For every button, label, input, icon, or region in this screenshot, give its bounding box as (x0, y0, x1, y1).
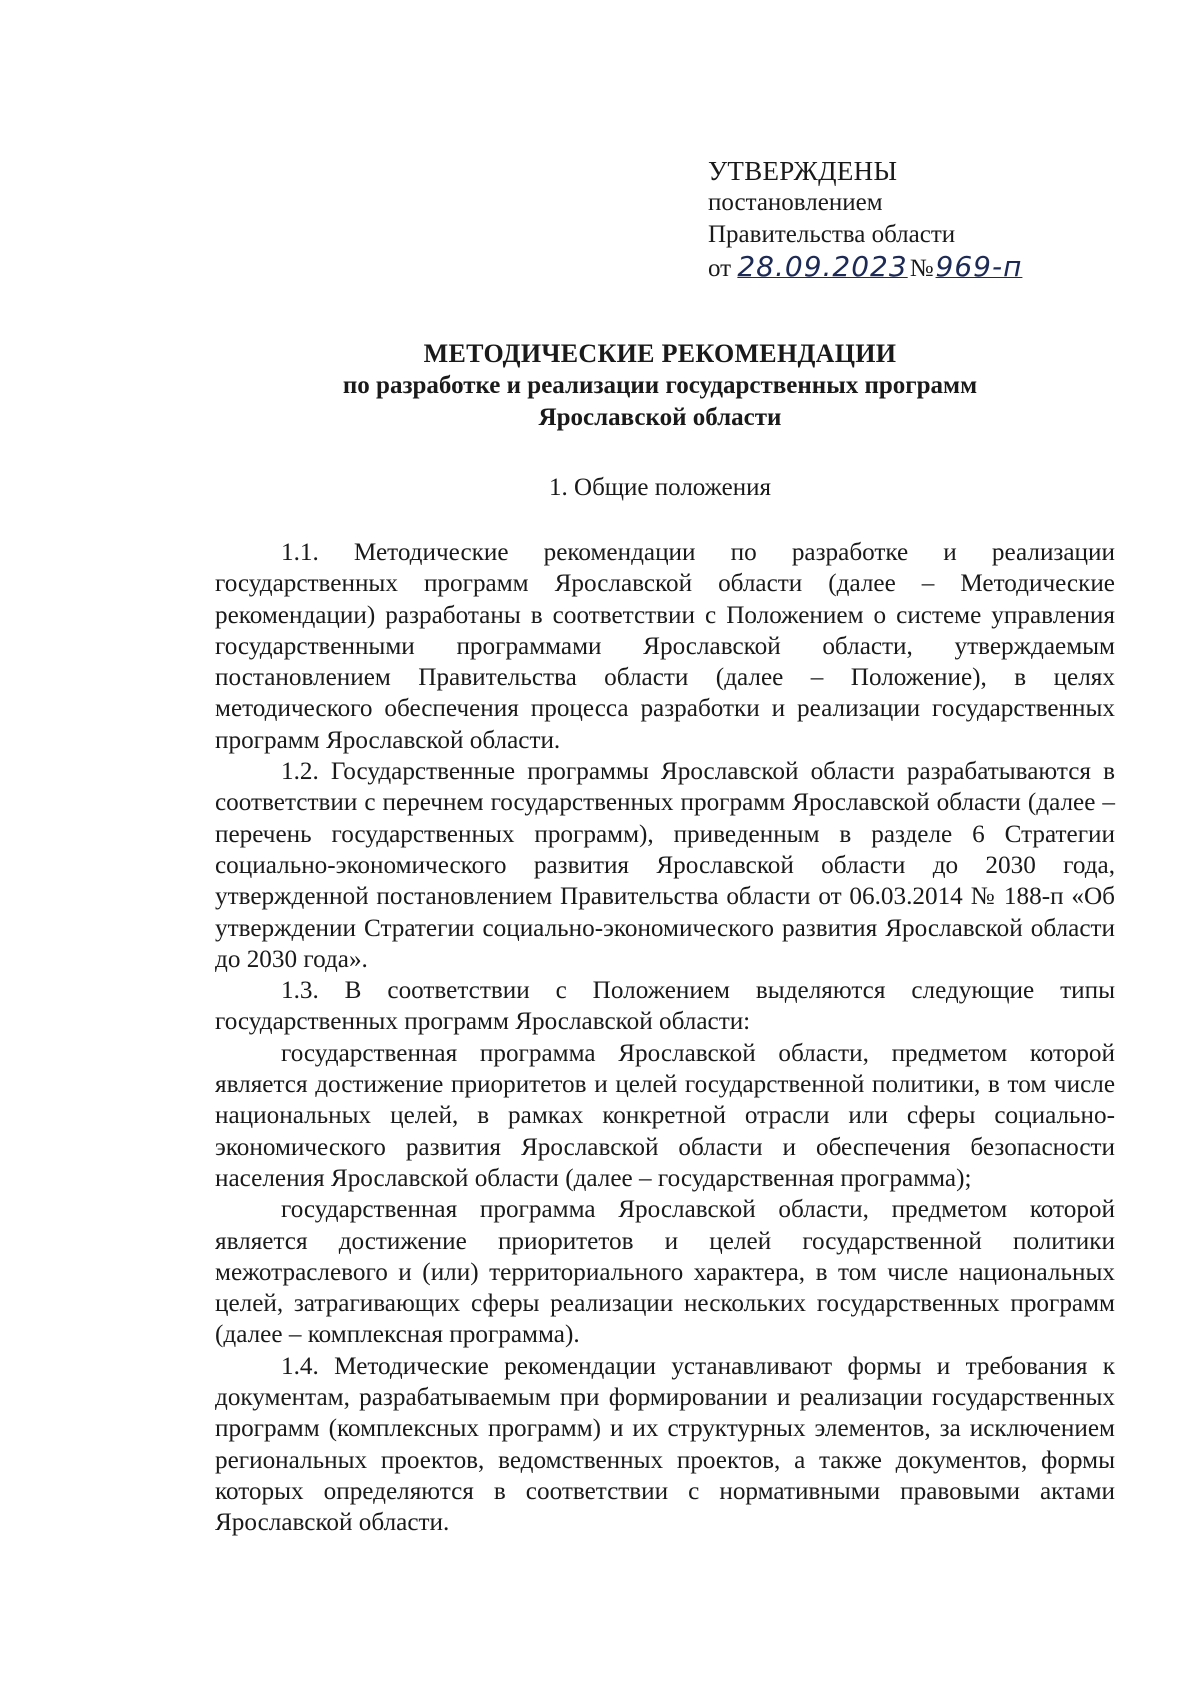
paragraph-1-3: 1.3. В соответствии с Положением выделяются следующие типы государственных программ Ярославской области: (215, 977, 1115, 1036)
paragraph-1-1: 1.1. Методические рекомендации по разработке и реализации государственных программ Ярославской области (далее – Методические рекомендации) разработаны в соответствии с Положением о системе управления государственными программами Ярославской области, утверждаемым постановлением Правительства области (далее – Положение), в целях методического обеспечения процесса разработки и реализации государственных программ Ярославской области. (215, 539, 1115, 754)
approval-date-handwritten: 28.09.2023 (737, 250, 908, 283)
document-title-line-3: Ярославской области (538, 404, 782, 431)
document-title-line-1: МЕТОДИЧЕСКИЕ РЕКОМЕНДАЦИИ (423, 339, 897, 368)
approval-date-line (708, 251, 1022, 285)
approval-number-sign: № (909, 255, 934, 282)
approval-line-2: Правительства области (708, 221, 956, 248)
paragraph-1-2: 1.2. Государственные программы Ярославской области разрабатываются в соответствии с перечнем государственных программ Ярославской области (далее – перечень государственных программ), приведенным в разделе 6 Стратегии социально-экономического развития Ярославской области до 2030 года, утвержденной постановлением Правительства области от 06.03.2014 № 188-п «Об утверждении Стратегии социально-экономического развития Ярославской области до 2030 года». (215, 758, 1115, 973)
approval-title: УТВЕРЖДЕНЫ (708, 156, 898, 186)
document-title-line-2: по разработке и реализации государственных программ (342, 372, 978, 399)
approval-number-handwritten: 969-п (935, 250, 1023, 283)
document-body (215, 537, 1115, 1539)
paragraph-1-4: 1.4. Методические рекомендации устанавливают формы и требования к документам, разрабатываемым при формировании и реализации государственных программ (комплексных программ) и их структурных элементов, за исключением региональных проектов, ведомственных проектов, а также документов, формы которых определяются в соответствии с нормативными правовыми актами Ярославской области. (215, 1352, 1115, 1537)
approval-line-1: постановлением (708, 189, 883, 216)
document-title (200, 338, 1120, 434)
paragraph-program-type-2: государственная программа Ярославской области, предметом которой является достижение приоритетов и целей государственной политики межотраслевого и (или) территориального характера, в том числе национальных целей, затрагивающих сферы реализации нескольких государственных программ (далее – комплексная программа). (215, 1196, 1115, 1349)
paragraph-program-type-1: государственная программа Ярославской области, предметом которой является достижение приоритетов и целей государственной политики, в том числе национальных целей, в рамках конкретной отрасли или сферы социально-экономического развития Ярославской области и обеспечения безопасности населения Ярославской области (далее – государственная программа); (215, 1039, 1115, 1192)
section-heading: 1. Общие положения (549, 474, 771, 501)
approval-date-prefix: от (708, 255, 732, 282)
approval-stamp-block (708, 155, 1022, 285)
